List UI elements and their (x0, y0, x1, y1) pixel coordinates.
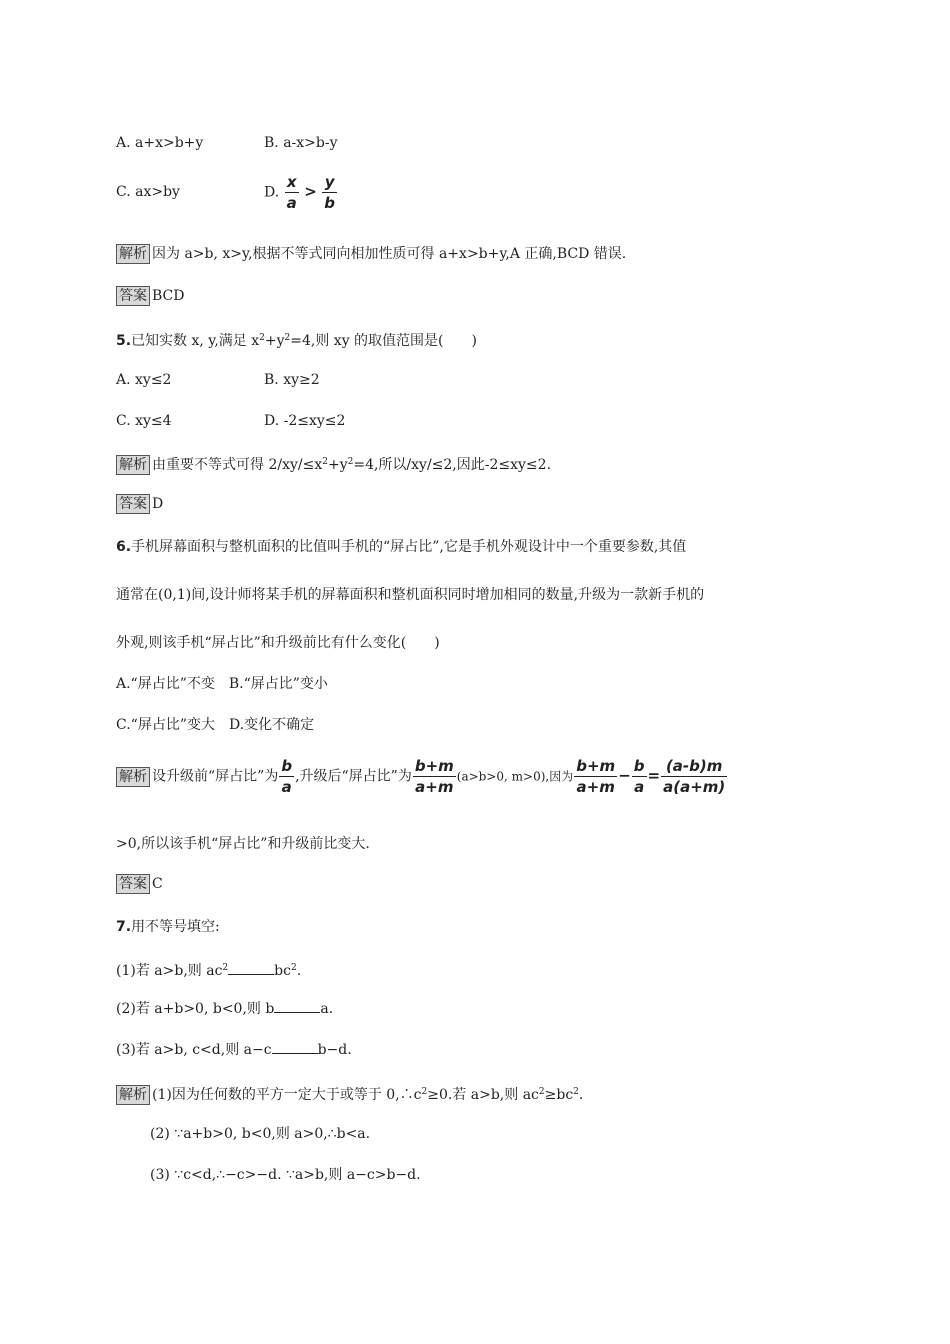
q4-analysis (116, 243, 626, 265)
q6-stem-text: 手机屏幕面积与整机面积的比值叫手机的“屏占比”,它是手机外观设计中一个重要参数,其值 (131, 539, 687, 555)
q6-answer-text: C (152, 876, 163, 892)
q7-sup: 2 (538, 1087, 545, 1097)
q7-stem (116, 916, 220, 938)
q7-item-part: (2)若 a+b>0, b<0,则 b (116, 1001, 275, 1017)
q6-option-cd: C.“屏占比”变大 D.变化不确定 (116, 717, 315, 733)
analysis-tag: 解析 (116, 767, 150, 787)
q4-option-c: C. ax>by (116, 184, 180, 200)
q7-analysis-part: ≥0.若 a>b,则 ac (427, 1087, 539, 1103)
q5-analysis-part: +y (327, 457, 348, 473)
q7-analysis-2: (2) ∵a+b>0, b<0,则 a>0,∴b<a. (150, 1126, 371, 1142)
frac-denominator: a (286, 194, 297, 212)
q6-stem-line3: 外观,则该手机“屏占比”和升级前比有什么变化( ) (116, 635, 440, 651)
q5-answer (116, 493, 163, 515)
frac-numerator: b (281, 757, 293, 775)
frac-numerator: b+m (576, 757, 616, 775)
q7-analysis-1 (116, 1081, 583, 1106)
q7-item-3 (116, 1039, 352, 1061)
q4-answer (116, 285, 184, 307)
q4-option-a: A. a+x>b+y (116, 135, 204, 151)
q6-analysis-part: 设升级前“屏占比”为 (152, 768, 279, 785)
q6-frac-5 (661, 756, 727, 797)
q4-option-d-frac1 (285, 172, 299, 213)
q7-sup: 2 (421, 1087, 428, 1097)
q4-option-b: B. a-x>b-y (264, 135, 338, 151)
q7-analysis-part: ≥bc (544, 1087, 574, 1103)
q7-analysis-part: . (578, 1087, 584, 1103)
frac-numerator: b (633, 757, 645, 775)
q6-frac-3 (574, 756, 617, 797)
fill-blank (228, 960, 274, 975)
q6-stem-line2: 通常在(0,1)间,设计师将某手机的屏幕面积和整机面积同时增加相同的数量,升级为一款新手机的 (116, 587, 705, 603)
q5-stem-part: +y (264, 333, 285, 349)
q4-option-d (264, 172, 338, 213)
minus-sign: − (618, 766, 631, 785)
q5-sup: 2 (259, 333, 265, 343)
frac-denominator: a (281, 778, 292, 796)
q5-analysis-part: =4,所以/xy/≤2,因此-2≤xy≤2. (353, 457, 552, 473)
frac-numerator: x (285, 172, 299, 193)
q7-sup: 2 (573, 1087, 579, 1097)
q5-option-c: C. xy≤4 (116, 413, 172, 429)
q6-answer (116, 873, 163, 895)
q6-option-ab: A.“屏占比”不变 B.“屏占比”变小 (116, 676, 328, 692)
q5-analysis (116, 451, 551, 476)
q7-item-1 (116, 957, 301, 982)
q5-answer-text: D (152, 496, 164, 512)
q5-number: 5. (116, 333, 132, 349)
q7-item-2 (116, 998, 333, 1020)
frac-denominator: b (324, 194, 335, 212)
q4-option-d-frac2 (322, 172, 337, 213)
q7-item-part: b−d. (317, 1042, 352, 1058)
q5-sup: 2 (284, 333, 291, 343)
q5-analysis-part: 由重要不等式可得 2/xy/≤x (152, 457, 323, 473)
q5-option-d: D. -2≤xy≤2 (264, 413, 346, 429)
q4-option-d-op: > (304, 182, 317, 201)
q6-number: 6. (116, 539, 132, 555)
q5-stem (116, 327, 477, 352)
q5-stem-part: =4,则 xy 的取值范围是( ) (290, 333, 477, 349)
q7-item-part: (1)若 a>b,则 ac (116, 963, 223, 979)
answer-tag: 答案 (116, 494, 150, 514)
q6-frac-before (279, 756, 294, 797)
q5-stem-part: 已知实数 x, y,满足 x (131, 333, 260, 349)
q7-analysis-part: (1)因为任何数的平方一定大于或等于 0,∴c (152, 1087, 422, 1103)
q5-option-a: A. xy≤2 (116, 372, 172, 388)
q7-item-part: bc (274, 963, 291, 979)
q7-item-part: . (296, 963, 302, 979)
answer-tag: 答案 (116, 286, 150, 306)
equals-sign: = (647, 766, 661, 785)
q6-analysis (116, 756, 728, 797)
fill-blank (274, 998, 320, 1013)
frac-denominator: a(a+m) (663, 778, 726, 796)
analysis-tag: 解析 (116, 1085, 150, 1105)
frac-numerator: (a-b)m (661, 756, 727, 777)
q6-stem-line1 (116, 536, 686, 558)
frac-denominator: a+m (415, 778, 454, 796)
frac-denominator: a (634, 778, 645, 796)
q4-option-d-prefix: D. (264, 184, 280, 201)
fill-blank (272, 1039, 318, 1054)
q5-option-b: B. xy≥2 (264, 372, 320, 388)
q7-item-part: (3)若 a>b, c<d,则 a−c (116, 1042, 272, 1058)
q7-analysis-3: (3) ∵c<d,∴−c>−d. ∵a>b,则 a−c>b−d. (150, 1167, 421, 1183)
q5-sup: 2 (347, 457, 354, 467)
q7-sup: 2 (290, 963, 297, 973)
q6-frac-4 (632, 756, 647, 797)
analysis-tag: 解析 (116, 455, 150, 475)
q4-answer-text: BCD (152, 288, 185, 304)
q7-sup: 2 (222, 963, 229, 973)
q6-analysis-cont: >0,所以该手机“屏占比”和升级前比变大. (116, 836, 370, 852)
q6-frac-after (413, 756, 456, 797)
frac-denominator: a+m (576, 778, 615, 796)
q7-number: 7. (116, 919, 132, 935)
q5-sup: 2 (322, 457, 328, 467)
frac-numerator: y (322, 172, 337, 193)
q4-analysis-text: 因为 a>b, x>y,根据不等式同向相加性质可得 a+x>b+y,A 正确,BCD 错误. (152, 246, 627, 262)
q7-stem-text: 用不等号填空: (131, 919, 220, 935)
q6-analysis-part: (a>b>0, m>0),因为 (456, 769, 574, 784)
answer-tag: 答案 (116, 874, 150, 894)
frac-numerator: b+m (414, 757, 454, 775)
q7-item-part: a. (320, 1001, 334, 1017)
analysis-tag: 解析 (116, 244, 150, 264)
q6-analysis-part: ,升级后“屏占比”为 (295, 768, 412, 785)
